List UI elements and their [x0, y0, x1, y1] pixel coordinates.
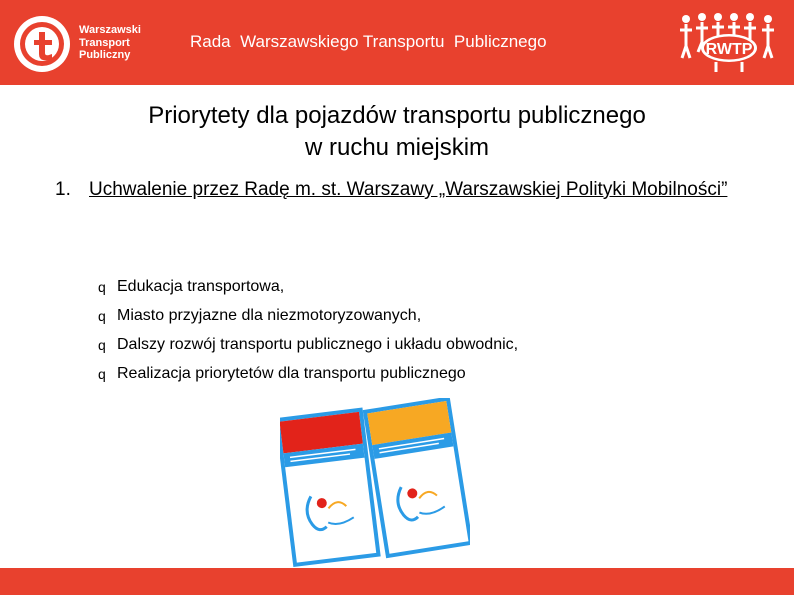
bullet-marker-icon: q — [98, 278, 106, 295]
list-item — [98, 359, 518, 388]
bullet-marker-icon: q — [98, 336, 106, 353]
list-item — [98, 330, 518, 359]
ztm-logo-text — [79, 24, 141, 62]
booklet-red — [280, 407, 381, 567]
bullet-text: Dalszy rozwój transportu publicznego i układu obwodnic, — [117, 335, 519, 353]
slide-title — [40, 100, 754, 164]
ztm-logo-icon — [12, 14, 72, 74]
slide-title-line-1: Priorytety dla pojazdów transportu publicznego — [148, 102, 646, 129]
booklets-image — [280, 398, 470, 568]
logo-line-2: Transport — [79, 36, 130, 49]
slide-title-line-2: w ruchu miejskim — [304, 134, 490, 161]
point-number: 1. — [55, 179, 71, 200]
bullet-text: Miasto przyjazne dla niezmotoryzowanych, — [117, 306, 422, 324]
bullet-marker-icon: q — [98, 307, 106, 324]
bullet-text: Edukacja transportowa, — [117, 277, 285, 295]
list-item — [98, 301, 518, 330]
footer-bar — [0, 568, 794, 595]
bullet-list — [98, 272, 518, 388]
bullet-marker-icon: q — [98, 365, 106, 382]
rwtp-logo-icon — [676, 12, 782, 74]
bullet-text: Realizacja priorytetów dla transportu publicznego — [117, 364, 466, 382]
header-title: Rada Warszawskiego Transportu Publicznego — [190, 32, 547, 51]
rwtp-logo-text: RWTP — [705, 41, 753, 58]
header-bar — [0, 0, 794, 85]
logo-line-3: Publiczny — [79, 49, 131, 61]
booklet-orange — [363, 398, 470, 558]
logo-line-1: Warszawski — [79, 24, 141, 36]
list-item — [98, 272, 518, 301]
point-text: Uchwalenie przez Radę m. st. Warszawy „Warszawskiej Polityki Mobilności” — [89, 179, 728, 200]
